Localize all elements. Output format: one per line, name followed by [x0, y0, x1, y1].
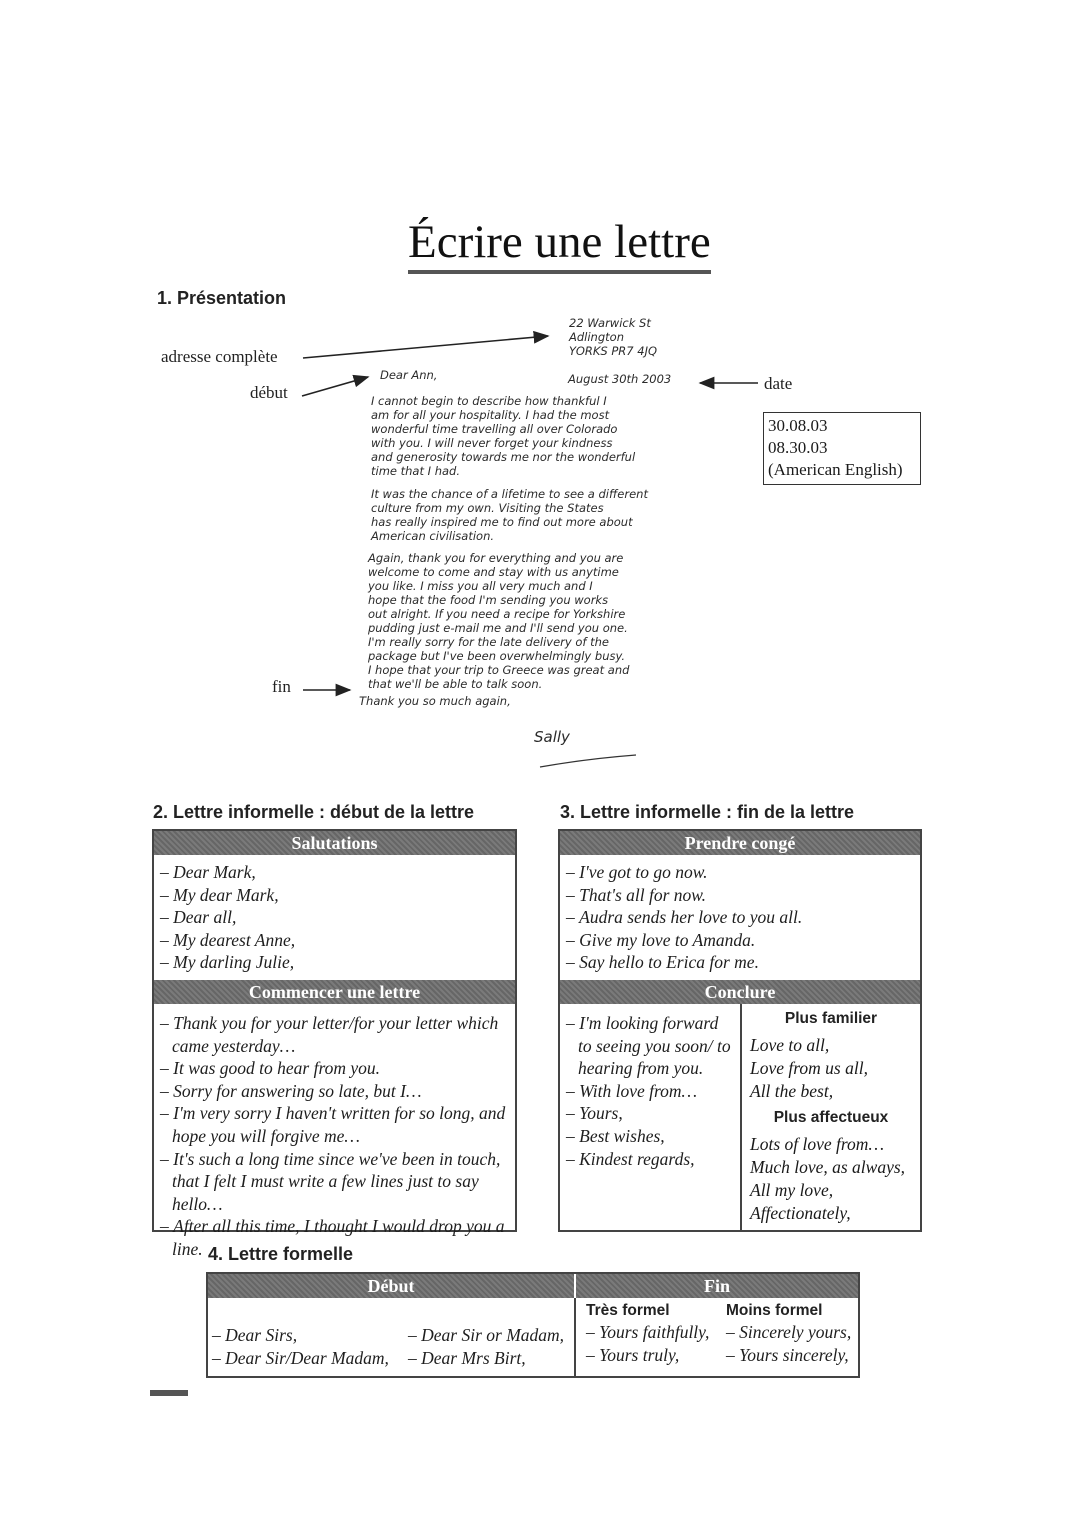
letter-line: I cannot begin to describe how thankful I: [371, 394, 607, 408]
letter-line: I hope that your trip to Greece was great and: [368, 663, 630, 677]
page-marker: [150, 1390, 188, 1396]
formal-start-title: Début: [208, 1274, 576, 1298]
letter-greeting: Dear Ann,: [380, 368, 438, 382]
letter-line: package but I've been overwhelmingly busy.: [368, 649, 626, 663]
list-item: – Dear Mark,: [160, 861, 507, 884]
list-item: – With love from…: [566, 1080, 732, 1103]
affectionate-title: Plus affectueux: [773, 1108, 889, 1126]
letter-line: culture from my own. Visiting the States: [371, 501, 604, 515]
leave-list: [560, 855, 920, 980]
letter-closing: Thank you so much again,: [359, 694, 511, 708]
letter-address-line: YORKS PR7 4JQ: [569, 344, 658, 358]
page-title: Écrire une lettre: [408, 214, 711, 274]
letter-line: and generosity towards me nor the wonderful: [371, 450, 636, 464]
section1-heading: 1. Présentation: [157, 288, 287, 308]
letter-line: am for all your hospitality. I had the most: [371, 408, 610, 422]
arrow-opening: [302, 377, 368, 396]
letter-line: I'm really sorry for the late delivery of the: [368, 635, 609, 649]
list-item: – Yours faithfully,: [586, 1321, 722, 1344]
letter-paragraph-2: [371, 487, 648, 543]
list-item: All the best,: [750, 1080, 834, 1101]
familiar-title: Plus familier: [784, 1009, 878, 1027]
date-format-american: 08.30.03: [768, 438, 828, 457]
start-letter-list: [154, 1004, 515, 1267]
letter-line: with you. I will never forget your kindness: [371, 436, 613, 450]
letter-date: August 30th 2003: [568, 372, 672, 386]
list-item: – I'm very sorry I haven't written for so long, and hope you will forgive me…: [160, 1102, 507, 1147]
list-item: – It was good to hear from you.: [160, 1057, 507, 1080]
arrow-address: [303, 336, 548, 358]
list-item: – Kindest regards,: [566, 1148, 732, 1171]
formal-body-row: [208, 1298, 858, 1376]
very-formal-list: [582, 1321, 722, 1366]
list-item: – Dear Sir/Dear Madam,: [212, 1347, 408, 1370]
conclude-body: [560, 1004, 920, 1231]
conclude-title: Conclure: [560, 980, 920, 1004]
list-item: – My darling Julie,: [160, 951, 507, 974]
leave-title: Prendre congé: [560, 831, 920, 855]
start-letter-title: Commencer une lettre: [154, 980, 515, 1004]
letter-paragraph-1: [371, 394, 635, 478]
list-item: – Sorry for answering so late, but I…: [160, 1080, 507, 1103]
list-item: – I've got to go now.: [566, 861, 912, 884]
list-item: – Dear Sir or Madam,: [408, 1324, 564, 1347]
list-item: Lots of love from…: [750, 1133, 885, 1154]
very-formal-title: Très formel: [586, 1302, 670, 1319]
letter-line: you like. I miss you all very much and I: [368, 579, 593, 593]
list-item: Much love, as always,: [750, 1156, 906, 1177]
letter-line: has really inspired me to find out more about: [371, 515, 633, 529]
list-item: – Best wishes,: [566, 1125, 732, 1148]
section2-heading: 2. Lettre informelle : début de la lettre: [153, 802, 475, 822]
list-item: – Audra sends her love to you all.: [566, 906, 912, 929]
list-item: – That's all for now.: [566, 884, 912, 907]
label-closing: fin: [272, 677, 291, 696]
informal-closing-table: [558, 829, 922, 1232]
letter-line: American civilisation.: [371, 529, 495, 543]
letter-address-line: 22 Warwick St: [569, 316, 651, 330]
less-formal-col: [722, 1302, 858, 1376]
conclude-list: [560, 1004, 742, 1231]
letter-line: It was the chance of a lifetime to see a different: [371, 487, 648, 501]
less-formal-list: [722, 1321, 858, 1366]
formal-start-col2: [408, 1324, 564, 1376]
letter-line: out alright. If you need a recipe for Yorkshire: [368, 607, 626, 621]
list-item: Affectionately,: [750, 1202, 851, 1223]
letter-signature: Sally: [534, 728, 570, 746]
label-address: adresse complète: [161, 347, 278, 366]
familiar-list: [746, 1034, 916, 1103]
list-item: – Yours sincerely,: [726, 1344, 858, 1367]
list-item: – It's such a long time since we've been in touch, that I felt I must write a few lines just to say hello…: [160, 1148, 507, 1216]
letter-line: welcome to come and stay with us anytime: [368, 565, 619, 579]
letter-paragraph-3: [368, 551, 629, 691]
list-item: All my love,: [750, 1179, 834, 1200]
list-item: – Dear Mrs Birt,: [408, 1347, 564, 1370]
label-date: date: [764, 374, 793, 393]
list-item: – Yours truly,: [586, 1344, 722, 1367]
list-item: – I'm looking forward to seeing you soon/ to hearing from you.: [566, 1012, 732, 1080]
label-opening: début: [250, 383, 288, 402]
list-item: – Dear Sirs,: [212, 1324, 408, 1347]
salutations-list: [154, 855, 515, 980]
affectionate-list: [746, 1133, 916, 1225]
less-formal-title: Moins formel: [726, 1302, 823, 1319]
letter-line: time that I had.: [371, 464, 460, 478]
formal-end-title: Fin: [576, 1274, 858, 1298]
list-item: – Sincerely yours,: [726, 1321, 858, 1344]
date-format-note: (American English): [768, 460, 903, 479]
formal-start-col1: [208, 1324, 408, 1376]
list-item: – Yours,: [566, 1102, 732, 1125]
list-item: – Thank you for your letter/for your letter which came yesterday…: [160, 1012, 507, 1057]
list-item: – My dearest Anne,: [160, 929, 507, 952]
date-format-british: 30.08.03: [768, 416, 828, 435]
formal-header-row: [208, 1274, 858, 1298]
signature-underline: [540, 755, 636, 767]
list-item: – After all this time, I thought I would drop you a line.: [160, 1215, 507, 1260]
list-item: – Say hello to Erica for me.: [566, 951, 912, 974]
section4-heading: 4. Lettre formelle: [208, 1244, 354, 1264]
letter-line: that we'll be able to talk soon.: [368, 677, 543, 691]
letter-line: pudding just e-mail me and I'll send you one.: [368, 621, 628, 635]
letter-line: wonderful time travelling all over Colorado: [371, 422, 618, 436]
list-item: – My dear Mark,: [160, 884, 507, 907]
letter-address: [569, 316, 657, 358]
letter-line: hope that the food I'm sending you works: [368, 593, 609, 607]
conclude-variants: [742, 1004, 920, 1231]
very-formal-col: [582, 1302, 722, 1376]
formal-start-cell: [208, 1298, 576, 1376]
formal-letter-table: [206, 1272, 860, 1378]
salutations-title: Salutations: [154, 831, 515, 855]
formal-end-cell: [576, 1298, 858, 1376]
list-item: – Give my love to Amanda.: [566, 929, 912, 952]
section3-heading: 3. Lettre informelle : fin de la lettre: [560, 802, 855, 822]
list-item: Love from us all,: [750, 1057, 868, 1078]
list-item: – Dear all,: [160, 906, 507, 929]
list-item: Love to all,: [750, 1034, 830, 1055]
letter-line: Again, thank you for everything and you are: [368, 551, 624, 565]
letter-address-line: Adlington: [569, 330, 624, 344]
